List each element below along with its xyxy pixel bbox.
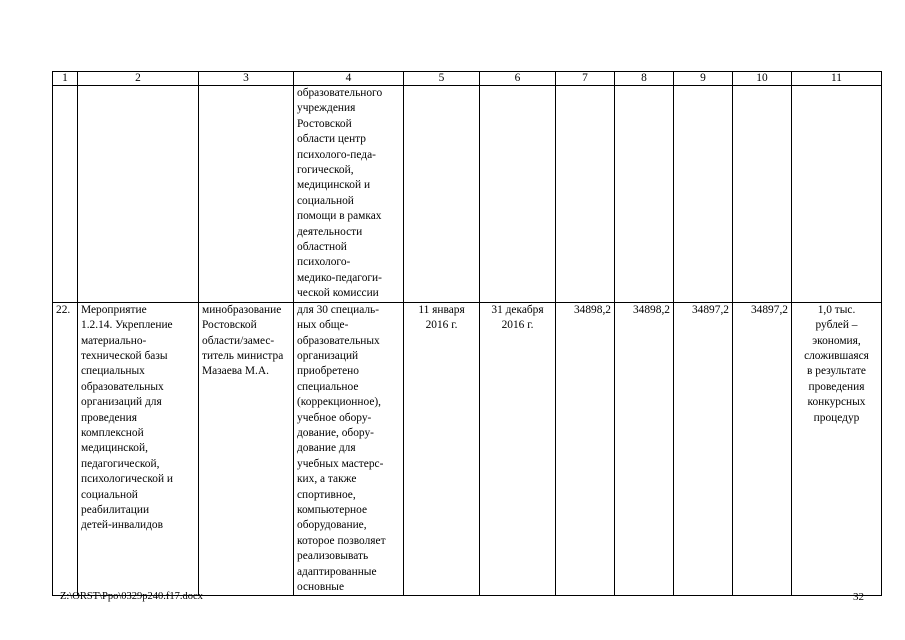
text-line: социальной <box>81 488 138 501</box>
text-line: учреждения <box>297 102 356 115</box>
text-line: технической базы <box>81 349 168 362</box>
text-line: Ростовской <box>202 319 257 332</box>
text-line: образовательных <box>297 334 380 347</box>
header-cell: 4 <box>294 72 404 86</box>
text-line: процедур <box>813 411 860 424</box>
text-line: деятельности <box>297 225 363 238</box>
text-line: медико-педагоги- <box>297 271 382 284</box>
text-line: образовательного <box>297 87 383 99</box>
text-line: Ростовской <box>297 117 352 130</box>
text-line: экономия, <box>812 334 861 347</box>
text-line: детей-инвалидов <box>81 519 163 532</box>
text-line: социальной <box>297 194 354 207</box>
amount-cell: 34898,2 <box>615 302 674 596</box>
continuation-row <box>53 86 882 303</box>
text-line: которое позволяет <box>297 534 386 547</box>
text-line: дование, обору- <box>297 426 374 439</box>
header-cell: 7 <box>556 72 615 86</box>
row-number: 22. <box>53 302 78 596</box>
file-path: Z:\ORST\Ppo\0329p240.f17.docx <box>60 591 203 602</box>
text-line: материально- <box>81 334 147 347</box>
amount-cell: 34897,2 <box>674 302 733 596</box>
start-date <box>404 302 480 596</box>
text-line: приобретено <box>297 365 359 378</box>
amount-cell: 34897,2 <box>733 302 792 596</box>
text-line: ных обще- <box>297 319 349 332</box>
text-line: учебное обору- <box>297 411 372 424</box>
text-line: адаптированные <box>297 565 377 578</box>
text-line: специальное <box>297 380 359 393</box>
measure-name <box>78 302 199 596</box>
text-line: ких, а также <box>297 473 357 486</box>
text-line: для 30 специаль- <box>297 303 380 316</box>
header-cell: 1 <box>53 72 78 86</box>
text-line: конкурсных <box>807 396 866 409</box>
text-line: минобразование <box>202 303 282 316</box>
text-line: педагогической, <box>81 457 160 470</box>
text-line: психологической и <box>81 473 174 486</box>
text-line: рублей – <box>815 319 858 332</box>
text-line: учебных мастерс- <box>297 457 384 470</box>
header-cell: 2 <box>78 72 199 86</box>
text-line: реализовывать <box>297 550 369 563</box>
text-line: 1.2.14. Укрепление <box>81 319 173 332</box>
header-cell: 8 <box>615 72 674 86</box>
text-line: Мазаева М.А. <box>202 365 269 378</box>
text-line: области/замес- <box>202 334 275 347</box>
text-line: в результате <box>807 365 866 378</box>
end-date <box>480 302 556 596</box>
text-line: спортивное, <box>297 488 356 501</box>
page-number: 32 <box>853 591 864 603</box>
text-line: компьютерное <box>297 503 368 516</box>
text-line: психолого-педа- <box>297 148 376 161</box>
amount-cell: 34898,2 <box>556 302 615 596</box>
expected-result <box>294 302 404 596</box>
header-cell: 3 <box>199 72 294 86</box>
text-line: проведения <box>81 411 137 424</box>
text-line: медицинской, <box>81 442 148 455</box>
plan-table <box>52 71 882 596</box>
header-row <box>53 72 882 86</box>
text-line: основные <box>297 581 345 593</box>
table-row-22 <box>53 302 882 596</box>
text-line: 2016 г. <box>425 319 458 332</box>
text-line: комплексной <box>81 426 144 439</box>
text-line: сложившаяся <box>804 349 869 362</box>
text-line: 2016 г. <box>501 319 534 332</box>
text-line: дование для <box>297 442 356 455</box>
text-line: (коррекционное), <box>297 396 382 409</box>
text-line: ческой комиссии <box>297 287 379 300</box>
text-line: областной <box>297 241 347 254</box>
header-cell: 6 <box>480 72 556 86</box>
text-line: специальных <box>81 365 145 378</box>
text-line: 31 декабря <box>491 303 544 316</box>
text-line: 1,0 тыс. <box>817 303 856 316</box>
responsible-executor <box>199 302 294 596</box>
text-line: Мероприятие <box>81 303 147 316</box>
continuation-description <box>294 86 404 303</box>
text-line: организаций <box>297 349 359 362</box>
note-cell <box>792 302 882 596</box>
header-cell: 5 <box>404 72 480 86</box>
text-line: организаций для <box>81 396 162 409</box>
header-cell: 10 <box>733 72 792 86</box>
text-line: проведения <box>808 380 865 393</box>
text-line: гогической, <box>297 164 354 177</box>
text-line: помощи в рамках <box>297 210 382 223</box>
text-line: титель министра <box>202 349 284 362</box>
text-line: образовательных <box>81 380 164 393</box>
text-line: 11 января <box>418 303 465 316</box>
text-line: психолого- <box>297 256 351 269</box>
text-line: оборудование, <box>297 519 367 532</box>
text-line: области центр <box>297 133 366 146</box>
text-line: реабилитации <box>81 503 150 516</box>
header-cell: 11 <box>792 72 882 86</box>
header-cell: 9 <box>674 72 733 86</box>
text-line: медицинской и <box>297 179 371 192</box>
